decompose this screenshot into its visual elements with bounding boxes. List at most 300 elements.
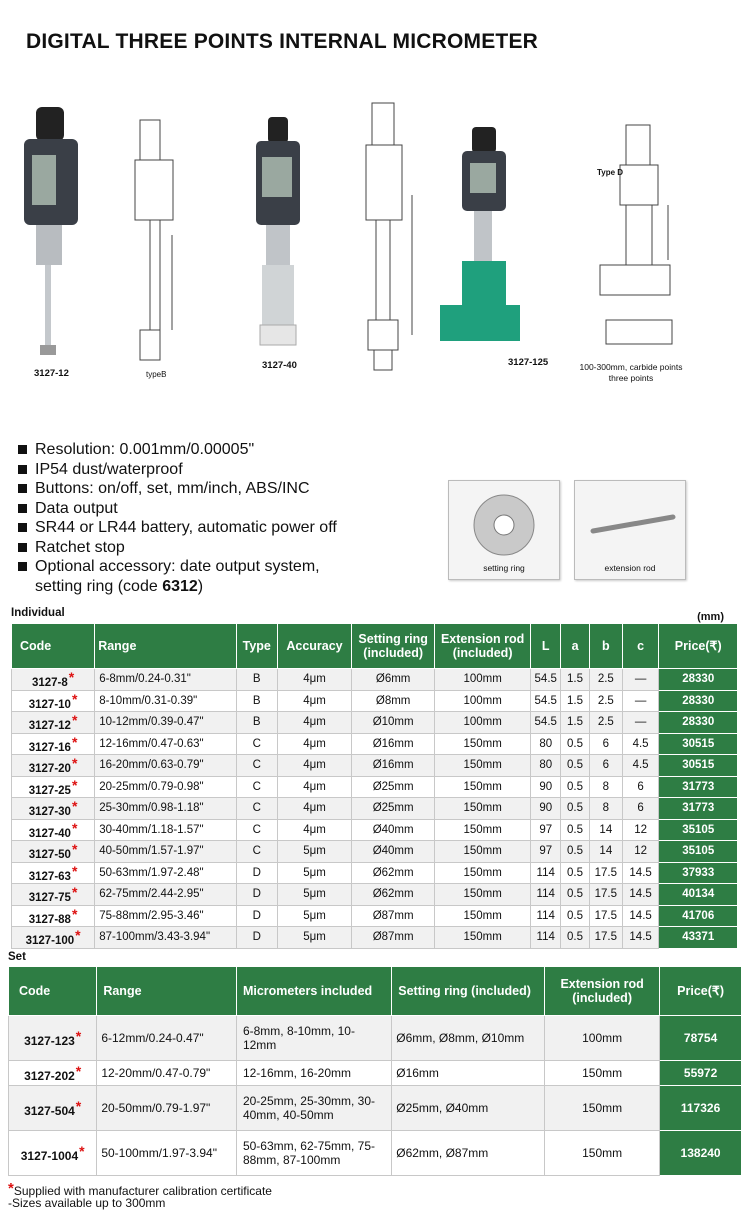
cell-c [622,712,659,734]
cell-type [236,862,277,884]
cell-a-text: 0.5 [567,737,584,750]
set-col-setting-ring: Setting ring (included) [392,967,545,1016]
caption-carbide-points [578,362,684,384]
set-cell-setting-ring-text: Ø16mm [396,1066,439,1080]
cell-type-text: C [252,737,261,750]
cell-c [622,819,659,841]
cell-c [622,690,659,712]
cell-l [531,862,561,884]
cell-extension-rod [434,862,530,884]
table-row [12,690,738,712]
cell-type-text: B [252,694,261,707]
cell-accuracy [277,712,352,734]
cell-a [561,819,590,841]
cell-b [589,669,622,691]
cell-price [659,841,738,863]
cell-setting-ring [352,690,435,712]
cell-a [561,712,590,734]
cell-setting-ring-text: Ø62mm [372,866,414,879]
asterisk-mark: * [71,905,78,922]
set-col-extension-rod: Extension rod (included) [545,967,660,1016]
caption-carbide-line1: 100-300mm, carbide points [579,362,683,372]
cell-b-text: 6 [602,759,610,772]
cell-c-text: 12 [634,823,647,836]
cell-type-text: D [252,888,261,901]
cell-setting-ring-text: Ø40mm [372,823,414,836]
cell-price-text: 37933 [682,866,715,879]
cell-c-text: 6 [637,780,644,793]
cell-range [95,862,237,884]
cell-accuracy-text: 5μm [303,888,326,901]
set-cell-range-text: 20-50mm/0.79-1.97" [101,1101,211,1115]
cell-c-text: 14.5 [629,931,652,944]
cell-price-text: 31773 [682,780,715,793]
set-cell-micrometers [236,1086,391,1131]
cell-setting-ring [352,712,435,734]
cell-l [531,712,561,734]
set-cell-price-text: 78754 [683,1031,718,1045]
asterisk-mark: * [71,690,78,707]
cell-extension-rod-text: 100mm [463,694,502,707]
cell-a-text: 0.5 [567,823,584,836]
cell-range-text: 40-50mm/1.57-1.97" [99,845,204,858]
cell-code-text: 3127-8 [31,677,68,690]
set-cell-price [660,1061,742,1086]
cell-accuracy-text: 4μm [303,802,326,815]
cell-b-text: 2.5 [597,716,614,729]
cell-price-text: 30515 [682,737,715,750]
feature-list [16,440,436,596]
cell-accuracy [277,669,352,691]
cell-price-text: 35105 [682,823,715,836]
cell-range [95,927,237,949]
cell-code [12,819,95,841]
set-cell-micrometers-text: 50-63mm, 62-75mm, 75-88mm, 87-100mm [242,1139,375,1167]
cell-accuracy [277,841,352,863]
asterisk-mark: * [71,819,78,836]
cell-code-text: 3127-30 [28,806,71,819]
cell-a-text: 1.5 [567,694,584,707]
set-table [8,966,742,1176]
asterisk-mark: * [71,862,78,879]
cell-accuracy-text: 4μm [303,823,326,836]
cell-setting-ring-text: Ø87mm [372,909,414,922]
cell-l [531,776,561,798]
set-cell-range [97,1016,237,1061]
set-cell-code-text: 3127-504 [24,1104,75,1118]
table-row [9,1086,742,1131]
cell-extension-rod-text: 100mm [463,716,502,729]
cell-accuracy-text: 5μm [303,866,326,879]
cell-accuracy [277,690,352,712]
cell-price [659,733,738,755]
cell-type [236,733,277,755]
col-a: a [561,624,590,669]
cell-accuracy-text: 4μm [303,737,326,750]
cell-a-text: 0.5 [567,909,584,922]
cell-accuracy [277,755,352,777]
cell-b [589,755,622,777]
cell-l-text: 114 [536,866,555,879]
cell-a [561,798,590,820]
cell-setting-ring [352,862,435,884]
cell-a-text: 0.5 [567,780,584,793]
cell-l [531,841,561,863]
cell-type [236,905,277,927]
table-row [12,798,738,820]
cell-b-text: 6 [602,737,610,750]
cell-price-text: 43371 [682,931,715,944]
cell-b [589,862,622,884]
setting-ring-image [448,480,560,580]
cell-code-text: 3127-25 [28,784,71,797]
cell-setting-ring-text: Ø16mm [372,737,414,750]
cell-type-text: D [252,866,261,879]
micrometer-3127-12-image [24,107,78,355]
cell-l [531,927,561,949]
cell-extension-rod-text: 150mm [463,759,502,772]
cell-accuracy-text: 5μm [303,931,326,944]
optional-text1: Optional accessory: date output system, [35,558,320,575]
product-illustrations [0,95,750,395]
cell-type [236,755,277,777]
cell-type [236,927,277,949]
cell-b [589,905,622,927]
cell-code-text: 3127-50 [28,849,71,862]
cell-b-text: 17.5 [594,909,618,922]
cell-price [659,712,738,734]
cell-accuracy-text: 4μm [303,780,326,793]
cell-range [95,798,237,820]
set-cell-code [9,1086,97,1131]
set-cell-micrometers-text: 20-25mm, 25-30mm, 30-40mm, 40-50mm [242,1094,375,1122]
cell-c [622,776,659,798]
cell-type [236,841,277,863]
cell-b-text: 8 [602,802,610,815]
cell-extension-rod [434,690,530,712]
cell-setting-ring-text: Ø8mm [375,694,411,707]
cell-type [236,776,277,798]
col-accuracy: Accuracy [277,624,352,669]
caption-3127-125: 3127-125 [508,357,549,368]
cell-setting-ring-text: Ø6mm [375,673,411,686]
cell-extension-rod-text: 150mm [463,802,502,815]
footnote-sizes: -Sizes available up to 300mm [8,1196,166,1210]
cell-price [659,669,738,691]
cell-l [531,819,561,841]
cell-accuracy-text: 4μm [303,673,326,686]
feature-item: Ratchet stop [16,538,436,558]
table-row [12,669,738,691]
asterisk-mark: * [75,1028,82,1044]
cell-code-text: 3127-100 [25,935,75,948]
micrometer-3127-40-image [256,117,300,345]
cell-code [12,733,95,755]
cell-a-text: 0.5 [567,866,584,879]
set-cell-price-text: 55972 [683,1066,718,1080]
cell-price [659,862,738,884]
cell-accuracy-text: 5μm [303,909,326,922]
set-cell-code [9,1131,97,1176]
cell-range-text: 62-75mm/2.44-2.95" [99,888,204,901]
cell-c [622,798,659,820]
cell-l-text: 54.5 [534,694,557,707]
cell-l-text: 114 [536,888,555,901]
cell-extension-rod [434,905,530,927]
cell-price [659,776,738,798]
cell-a-text: 0.5 [567,931,584,944]
cell-a-text: 0.5 [567,802,584,815]
caption-3127-12: 3127-12 [34,368,69,379]
set-label: Set [8,951,26,963]
cell-setting-ring-text: Ø87mm [372,931,414,944]
cell-range [95,884,237,906]
set-cell-extension-rod-text: 100mm [582,1031,623,1045]
cell-setting-ring [352,884,435,906]
set-cell-setting-ring [392,1131,545,1176]
cell-setting-ring [352,905,435,927]
cell-a-text: 0.5 [567,759,584,772]
set-cell-extension-rod-text: 150mm [582,1146,623,1160]
cell-type-text: C [252,845,261,858]
extension-rod-icon [575,481,685,561]
cell-l [531,733,561,755]
table-row [12,884,738,906]
set-cell-code-text: 3127-202 [24,1069,75,1083]
cell-c [622,669,659,691]
cell-b-text: 8 [602,780,610,793]
cell-type [236,819,277,841]
cell-extension-rod-text: 150mm [463,737,502,750]
asterisk-mark: * [71,841,78,858]
individual-label: Individual [11,607,65,619]
set-cell-micrometers-text: 12-16mm, 16-20mm [242,1066,351,1080]
cell-range-text: 6-8mm/0.24-0.31" [99,673,191,686]
cell-code [12,841,95,863]
table-row [12,905,738,927]
cell-setting-ring-text: Ø10mm [372,716,414,729]
cell-extension-rod [434,884,530,906]
cell-code [12,669,95,691]
cell-l-text: 97 [539,845,553,858]
typeb-drawing [135,120,173,360]
cell-a [561,669,590,691]
col-range: Range [95,624,237,669]
cell-extension-rod [434,776,530,798]
cell-range [95,841,237,863]
cell-l-text: 114 [536,909,555,922]
feature-item-optional [16,557,436,596]
cell-type [236,798,277,820]
optional-code: 6312 [162,577,198,595]
cell-extension-rod-text: 150mm [463,845,502,858]
cell-b [589,776,622,798]
cell-setting-ring [352,798,435,820]
cell-price [659,819,738,841]
col-code: Code [12,624,95,669]
cell-accuracy [277,884,352,906]
cell-c-text: — [634,716,647,729]
set-col-micrometers: Micrometers included [236,967,391,1016]
cell-accuracy [277,927,352,949]
caption-carbide-line2: three points [608,373,654,383]
cell-price [659,884,738,906]
cell-l [531,798,561,820]
individual-table [11,623,738,949]
set-cell-micrometers [236,1131,391,1176]
col-extension-rod: Extension rod (included) [434,624,530,669]
cell-extension-rod [434,927,530,949]
cell-code [12,755,95,777]
cell-c [622,927,659,949]
cell-type-text: C [252,780,261,793]
cell-range [95,690,237,712]
cell-type [236,690,277,712]
cell-range [95,776,237,798]
page-title: DIGITAL THREE POINTS INTERNAL MICROMETER [26,30,539,53]
cell-accuracy-text: 5μm [303,845,326,858]
cell-price [659,927,738,949]
cell-accuracy [277,798,352,820]
cell-b [589,819,622,841]
cell-range-text: 75-88mm/2.95-3.46" [99,909,204,922]
cell-l-text: 80 [539,737,553,750]
cell-code-text: 3127-16 [28,741,71,754]
cell-range-text: 50-63mm/1.97-2.48" [99,866,204,879]
cell-c-text: 6 [637,802,644,815]
cell-c [622,905,659,927]
cell-range-text: 20-25mm/0.79-0.98" [99,780,204,793]
cell-l-text: 114 [536,931,555,944]
setting-ring-icon [449,481,559,561]
cell-code-text: 3127-12 [28,720,71,733]
cell-code [12,927,95,949]
cell-a-text: 1.5 [567,673,584,686]
cell-type-text: D [252,909,261,922]
cell-l-text: 54.5 [534,673,557,686]
feature-item: Data output [16,499,436,519]
set-header-row [9,967,742,1016]
cell-c-text: 14.5 [629,909,652,922]
cell-extension-rod [434,669,530,691]
cell-code [12,862,95,884]
cell-l-text: 90 [539,780,553,793]
cell-l-text: 90 [539,802,553,815]
set-cell-extension-rod [545,1131,660,1176]
cell-setting-ring [352,669,435,691]
set-cell-range [97,1086,237,1131]
cell-c-text: 14.5 [629,866,652,879]
set-cell-code-text: 3127-1004 [20,1149,79,1163]
cell-c [622,841,659,863]
cell-c-text: — [634,673,647,686]
individual-header-row [12,624,738,669]
asterisk-mark: * [71,712,78,729]
cell-extension-rod [434,755,530,777]
set-cell-setting-ring-text: Ø62mm, Ø87mm [396,1146,489,1160]
cell-price [659,755,738,777]
cell-c [622,862,659,884]
cell-a-text: 0.5 [567,888,584,901]
unit-label: (mm) [697,611,724,623]
cell-b-text: 14 [599,823,613,836]
asterisk-mark: * [71,884,78,901]
cell-a-text: 1.5 [567,716,584,729]
caption-typed: Type D [597,168,624,177]
set-cell-micrometers [236,1016,391,1061]
col-b: b [589,624,622,669]
footnote-certificate-text: Supplied with manufacturer calibration certificate [13,1184,272,1198]
cell-b-text: 17.5 [594,888,618,901]
cell-type-text: C [252,759,261,772]
cell-extension-rod [434,798,530,820]
cell-setting-ring [352,819,435,841]
cell-setting-ring [352,755,435,777]
cell-l-text: 97 [539,823,553,836]
table-row [12,841,738,863]
set-cell-range-text: 6-12mm/0.24-0.47" [101,1031,204,1045]
set-cell-extension-rod-text: 150mm [582,1066,623,1080]
cell-setting-ring-text: Ø16mm [372,759,414,772]
cell-l [531,755,561,777]
set-cell-price-text: 117326 [680,1101,721,1115]
table-row [12,776,738,798]
cell-extension-rod [434,819,530,841]
cell-price-text: 40134 [682,888,715,901]
cell-price [659,798,738,820]
individual-table-body [12,669,738,949]
set-col-range: Range [97,967,237,1016]
cell-c-text: 4.5 [632,737,649,750]
cell-extension-rod [434,733,530,755]
cell-range-text: 25-30mm/0.98-1.18" [99,802,204,815]
cell-type [236,669,277,691]
cell-a [561,776,590,798]
product-images [0,95,750,395]
typec-drawing [366,103,412,370]
cell-code-text: 3127-63 [28,870,71,883]
cell-range-text: 16-20mm/0.63-0.79" [99,759,204,772]
cell-extension-rod [434,841,530,863]
cell-code-text: 3127-40 [28,827,71,840]
set-cell-price-text: 138240 [680,1146,721,1160]
cell-accuracy-text: 4μm [303,759,326,772]
cell-range-text: 12-16mm/0.47-0.63" [99,737,204,750]
asterisk-mark: * [71,733,78,750]
cell-l [531,905,561,927]
cell-b-text: 2.5 [597,694,614,707]
cell-a [561,755,590,777]
feature-item: Buttons: on/off, set, mm/inch, ABS/INC [16,479,436,499]
set-cell-price [660,1016,742,1061]
cell-accuracy-text: 4μm [303,694,326,707]
feature-item: Resolution: 0.001mm/0.00005" [16,440,436,460]
asterisk-mark: * [79,1143,85,1159]
col-l: L [531,624,561,669]
cell-price-text: 30515 [682,759,715,772]
cell-code [12,884,95,906]
set-col-code: Code [9,967,97,1016]
caption-typeb: typeB [146,370,167,379]
cell-range-text: 8-10mm/0.31-0.39" [99,694,198,707]
cell-l [531,669,561,691]
table-row [12,927,738,949]
cell-b [589,690,622,712]
cell-accuracy-text: 4μm [303,716,326,729]
cell-a [561,884,590,906]
cell-code [12,776,95,798]
set-cell-extension-rod [545,1016,660,1061]
